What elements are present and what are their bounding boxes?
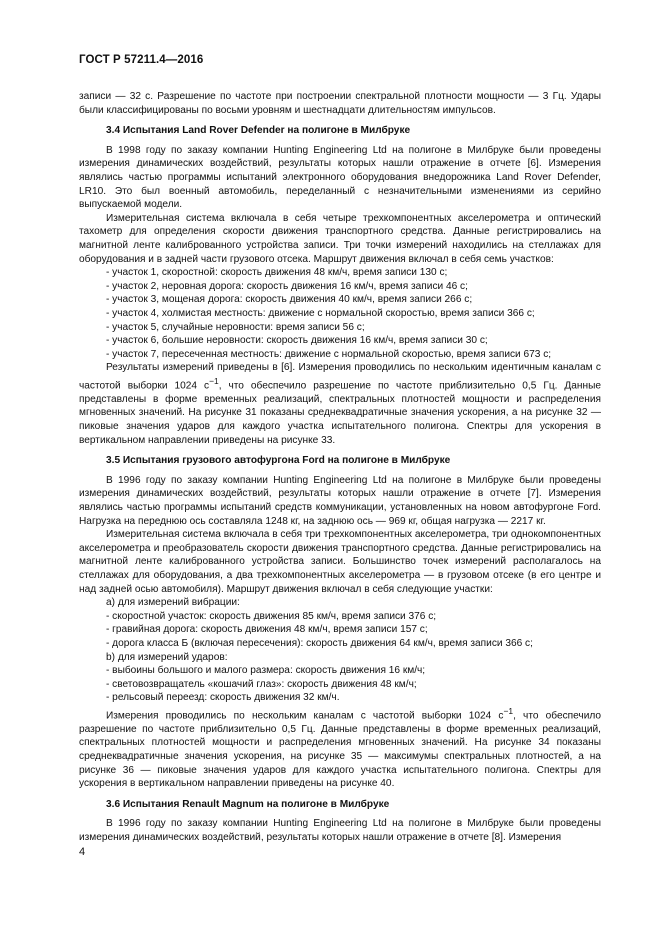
section-3-4-paragraph-1: В 1998 году по заказу компании Hunting Engineering Ltd на полигоне в Милбруке были проведены измерения динамических воздействий, результаты которых нашли отражение в отчете [6]. Измерения являлись частью программы испытаний электронного оборудования внедорожника Land Rover Defender, LR10. Это был военный автомобиль, переделанный с незначительными изменениями из серийно выпускаемой модели. [79, 144, 601, 211]
section-3-4-paragraph-2: Измерительная система включала в себя четыре трехкомпонентных акселерометра и оптический тахометр для определения скорости движения транспортного средства. Данные регистрировались на магнитной ленте калиброванного устройства записи. Три точки измерений находились на стеллажах для оборудования и в задней части грузового отсека. Маршрут движения включал в себя семь участков: [79, 212, 601, 265]
section-3-5-heading: 3.5 Испытания грузового автофургона Ford на полигоне в Милбруке [106, 455, 451, 467]
page-number: 4 [79, 846, 86, 858]
paragraph-text: Результаты измерений приведены в [6]. Измерения проводились по нескольким идентичным каналам с частотой выборки 1024 с [79, 362, 601, 392]
document-header: ГОСТ Р 57211.4—2016 [79, 54, 204, 66]
list-item: - участок 5, случайные неровности: время записи 56 с; [106, 321, 365, 333]
list-item: - световозвращатель «кошачий глаз»: скорость движения 48 км/ч; [106, 678, 417, 690]
section-3-5-paragraph-1: В 1996 году по заказу компании Hunting Engineering Ltd на полигоне в Милбруке были проведены измерения динамических воздействий, результаты которых нашли отражение в отчете [7]. Измерения являлись частью программы испытаний средств коммуникации, установленных на новом автофургоне Ford. Нагрузка на переднюю ось составляла 1248 кг, на заднюю ось — 969 кг, общая нагрузка — 2217 кг. [79, 474, 601, 527]
list-item: - дорога класса Б (включая пересечения): скорость движения 64 км/ч, время записи 366 с; [106, 637, 533, 649]
section-3-5-paragraph-2: Измерительная система включала в себя три трехкомпонентных акселерометра, три однокомпонентных акселерометра и преобразователь скорости движения транспортного средства. Данные регистрировались на магнитной ленте калиброванного устройства записи. Большинство точек измерений располагалось на стеллажах для оборудования, а два трехкомпонентных акселерометра — в грузовом отсеке (в его центре и над задней осью автомобиля). Маршрут движения включал в себя следующие участки: [79, 529, 601, 595]
section-3-6-paragraph-1: В 1996 году по заказу компании Hunting Engineering Ltd на полигоне в Милбруке были проведены измерения динамических воздействий, результаты которых нашли отражение в отчете [8]. Измерения [79, 818, 601, 844]
section-3-4-paragraph-3 [79, 361, 601, 447]
paragraph-text: , что обеспечило разрешение по частоте приблизительно 0,5 Гц. Данные представлены в форме временных реализаций, спектральных плотностей мощности и распределения мгновенных значений. На рисунке 34 показаны среднеквадратичные значения ускорения, на рисунке 35 — максимумы спектральных плотностей, а на рисунке 36 — пиковые значения ударов для каждого участка испытательного полигона. Спектры для ускорения в вертикальном направлении приведены на рисунке 40. [79, 710, 602, 790]
list-item: - скоростной участок: скорость движения 85 км/ч, время записи 376 с; [106, 610, 437, 622]
list-item: - участок 2, неровная дорога: скорость движения 16 км/ч, время записи 46 с; [106, 280, 468, 292]
superscript: −1 [209, 375, 219, 386]
paragraph-text: Измерения проводились по нескольким каналам с частотой выборки 1024 с [106, 710, 504, 722]
section-3-5-paragraph-3 [79, 705, 601, 791]
section-3-6-heading: 3.6 Испытания Renault Magnum на полигоне в Милбруке [106, 798, 390, 810]
document-body [79, 90, 601, 845]
list-item: - рельсовый переезд: скорость движения 32 км/ч. [106, 692, 340, 704]
intro-paragraph: записи — 32 с. Разрешение по частоте при построении спектральной плотности мощности — 3 Гц. Удары были классифицированы по восьми уровням и шестнадцати длительностям импульсов. [79, 91, 601, 116]
paragraph-text: , что обеспечило разрешение по частоте приблизительно 0,5 Гц. Данные представлены в форме временных реализаций, спектральных плотностей мощности и распределения мгновенных значений. На рисунке 31 показаны среднеквадратичные значения ускорения, а на рисунке 32 — пиковые значения ударов для каждого участка испытательного полигона. Спектры для ускорения в вертикальном направлении приведены на рисунке 33. [79, 380, 602, 446]
list-item: b) для измерений ударов: [106, 651, 228, 663]
list-item: - участок 1, скоростной: скорость движения 48 км/ч, время записи 130 с; [106, 267, 448, 279]
list-item: - участок 7, пересеченная местность: движение с нормальной скоростью, время записи 673 с; [106, 348, 552, 360]
list-item: - гравийная дорога: скорость движения 48 км/ч, время записи 157 с; [106, 624, 428, 636]
list-item: - участок 6, большие неровности: скорость движения 16 км/ч, время записи 30 с; [106, 335, 488, 347]
list-item: - участок 4, холмистая местность: движение с нормальной скоростью, время записи 366 с; [106, 307, 535, 319]
section-3-4-heading: 3.4 Испытания Land Rover Defender на полигоне в Милбруке [106, 125, 411, 137]
list-item: - участок 3, мощеная дорога: скорость движения 40 км/ч, время записи 266 с; [106, 294, 473, 306]
list-item: a) для измерений вибрации: [106, 597, 240, 609]
list-item: - выбоины большого и малого размера: скорость движения 16 км/ч; [106, 665, 426, 677]
superscript: −1 [503, 705, 514, 716]
